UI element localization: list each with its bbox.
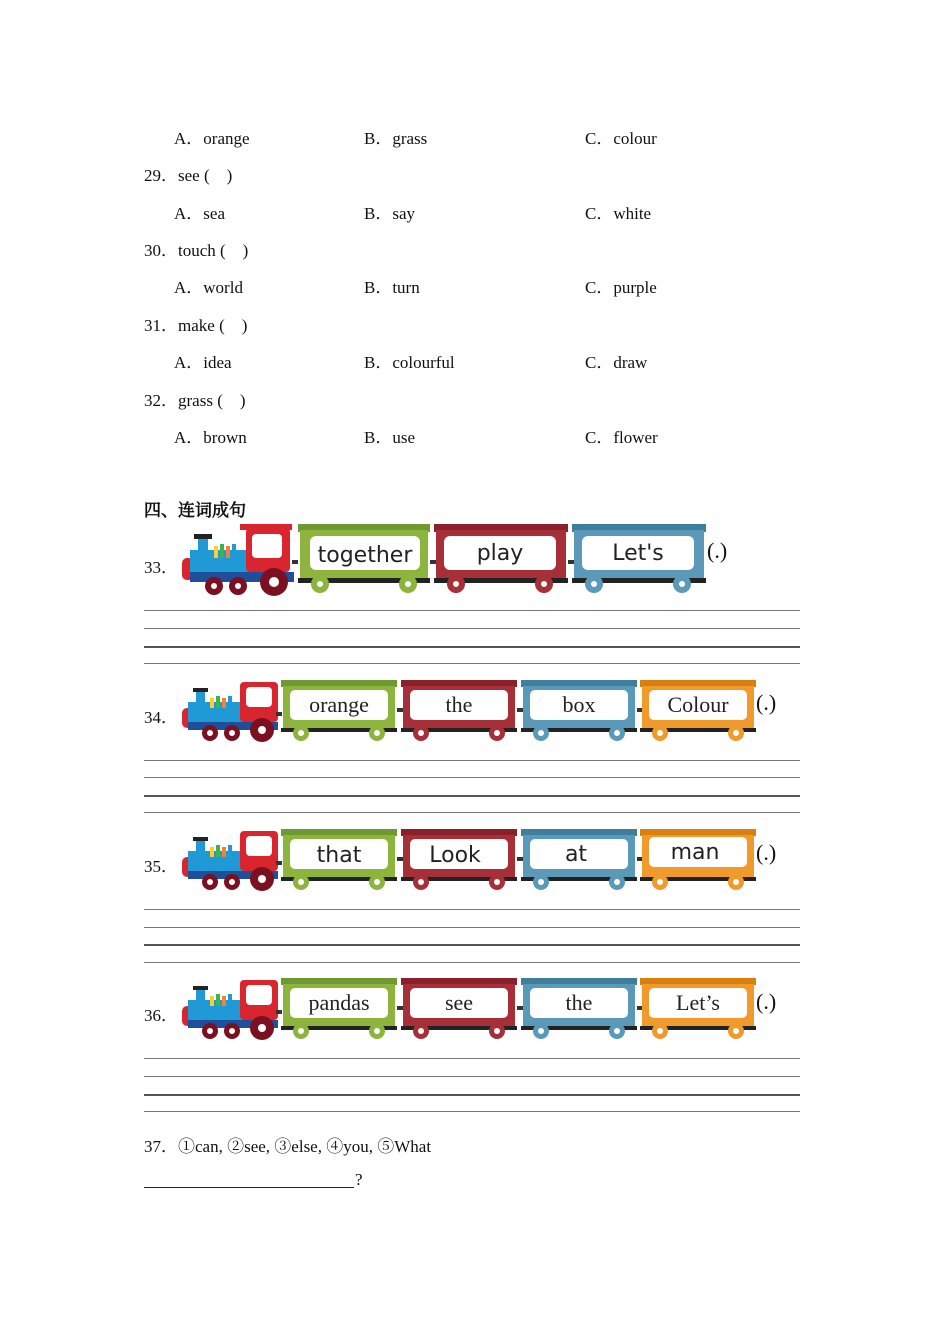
q33-number: 33． [144,558,178,577]
writing-line [144,777,800,778]
writing-line [144,760,800,761]
q35-number: 35． [144,857,178,876]
q34-train [180,678,760,746]
word-card: see [444,990,474,1015]
train-car [281,978,397,1039]
writing-line [144,944,800,946]
word-card: together [317,543,413,568]
q33-train [180,522,710,602]
q37-question-mark: ? [355,1170,363,1189]
train-car [521,978,637,1039]
writing-line [144,812,800,813]
train-car [281,829,397,890]
q32-option-b: B．use [364,428,415,447]
q28-option-c: C．colour [585,129,657,148]
writing-line [144,1058,800,1059]
writing-line [144,646,800,648]
word-card: the [565,990,593,1015]
q29-option-c: C．white [585,204,652,223]
word-card: the [445,692,473,717]
q34-number: 34． [144,708,178,727]
q29-option-a: A．sea [174,204,225,223]
train-car [281,680,397,741]
q29-stem: 29．see ( ) [144,166,233,185]
word-card: Look [429,843,481,868]
train-car [298,524,430,593]
word-card: Let’s [676,990,720,1015]
word-card: man [670,840,720,865]
q28-option-b: B．grass [364,129,428,148]
writing-line [144,795,800,797]
train-car [572,524,706,593]
q30-stem: 30．touch ( ) [144,241,249,260]
train-engine-icon [182,682,282,742]
q28-option-a: A．orange [174,129,250,148]
q31-option-b: B．colourful [364,353,455,372]
word-card: that [316,843,362,868]
q33-punctuation: (.) [707,538,728,563]
train-engine-icon [182,980,282,1040]
writing-line [144,663,800,664]
q37-answer-line[interactable] [144,1187,354,1188]
train-car [640,978,756,1039]
train-car [640,680,756,741]
q36-train [180,976,760,1044]
q32-stem: 32．grass ( ) [144,391,246,410]
q35-punctuation: (.) [756,840,777,865]
q32-option-c: C．flower [585,428,658,447]
train-engine-icon [182,831,282,891]
q32-option-a: A．brown [174,428,247,447]
writing-line [144,1111,800,1112]
train-car [401,829,517,890]
q30-option-a: A．world [174,278,243,297]
writing-line [144,927,800,928]
train-car [434,524,568,593]
train-engine-icon [182,524,298,596]
train-car [401,978,517,1039]
word-card: play [476,541,524,566]
train-car [401,680,517,741]
word-card: orange [309,692,369,717]
train-car [640,829,756,890]
train-car [521,829,637,890]
q31-option-a: A．idea [174,353,232,372]
word-card: Colour [667,692,729,717]
q29-option-b: B．say [364,204,415,223]
q30-option-b: B．turn [364,278,420,297]
word-card: at [564,842,588,867]
writing-line [144,610,800,611]
q31-stem: 31．make ( ) [144,316,248,335]
q36-punctuation: (.) [756,989,777,1014]
section-title: 四、连词成句 [144,501,246,521]
q34-punctuation: (.) [756,690,777,715]
writing-line [144,962,800,963]
writing-line [144,1094,800,1096]
q37-stem: 37．①can, ②see, ③else, ④you, ⑤What [144,1137,432,1156]
writing-line [144,909,800,910]
word-card: Let's [612,541,664,566]
train-car [521,680,637,741]
q30-option-c: C．purple [585,278,657,297]
word-card: pandas [308,990,370,1015]
writing-line [144,628,800,629]
q35-train [180,827,760,895]
q36-number: 36． [144,1006,178,1025]
word-card: box [562,692,596,717]
q31-option-c: C．draw [585,353,648,372]
writing-line [144,1076,800,1077]
